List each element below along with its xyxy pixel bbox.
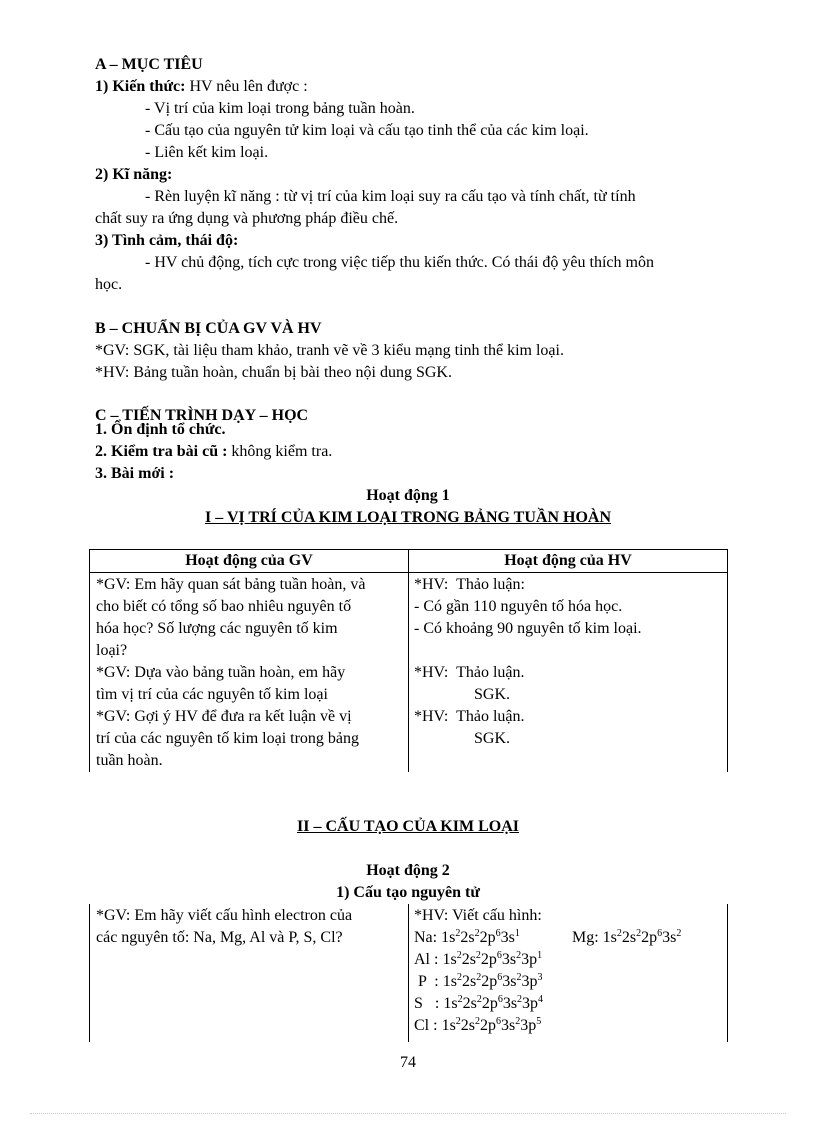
table-border [727,904,728,1042]
gv-text: *GV: Gợi ý HV để đưa ra kết luận về vị [96,708,352,725]
gv-text: hóa học? Số lượng các nguyên tố kim [96,620,338,637]
gv-text: *GV: Em hãy quan sát bảng tuần hoàn, và [96,576,366,593]
attitude-text-cont: học. [95,276,123,293]
hv-text: *HV: Viết cấu hình: [414,907,542,924]
skills-text: - Rèn luyện kĩ năng : từ vị trí của kim loại suy ra cấu tạo và tính chất, từ tính [145,188,636,205]
activity-1-subtitle: I – VỊ TRÍ CỦA KIM LOẠI TRONG BẢNG TUẦN HOÀN [205,509,611,526]
table-divider [408,549,409,772]
config-mg: Mg: $1s^22s^22p^63s^2$ [572,928,682,946]
config-na: Na: $1s^22s^22p^63s^1$ [414,928,520,946]
config-p: P : $1s^22s^22p^63s^23p^3$ [414,972,543,990]
section-b-heading: B – CHUẨN BỊ CỦA GV VÀ HV [95,320,322,337]
gv-text: trí của các nguyên tố kim loại trong bảng [96,730,360,747]
hv-text: *HV: Thảo luận: [414,576,525,593]
gv-text: tuần hoàn. [96,752,163,769]
config-al: Al : $1s^22s^22p^63s^23p^1$ [414,950,543,968]
step-2-value: không kiểm tra. [227,443,333,460]
section-ii-heading: II – CẤU TẠO CỦA KIM LOẠI [297,818,519,835]
knowledge-item: - Vị trí của kim loại trong bảng tuần hoàn. [145,100,415,117]
hv-text: *HV: Thảo luận. [414,664,525,681]
col-header-hv: Hoạt động của HV [504,552,632,569]
section-c-heading: C – TIẾN TRÌNH DẠY – HỌC [95,407,309,424]
gv-text: các nguyên tố: Na, Mg, Al và P, S, Cl? [96,929,343,946]
activity-2-title: Hoạt động 2 [366,862,450,879]
skills-text-cont: chất suy ra ứng dụng và phương pháp điều chế. [95,210,399,227]
hv-text: SGK. [474,730,511,747]
page-number: 74 [400,1054,416,1071]
col-header-gv: Hoạt động của GV [185,552,313,569]
gv-text: cho biết có tổng số bao nhiêu nguyên tố [96,598,352,615]
config-cl: Cl : $1s^22s^22p^63s^23p^5$ [414,1016,542,1034]
activity-2-subtitle: 1) Cấu tạo nguyên tử [336,884,480,901]
step-2-label: 2. Kiểm tra bài cũ : [95,443,228,460]
attitude-label: 3) Tình cảm, thái độ: [95,232,239,249]
activity-1-title: Hoạt động 1 [366,487,450,504]
step-1: 1. Ổn định tổ chức. [95,421,226,438]
config-s: S : $1s^22s^22p^63s^23p^4$ [414,994,544,1012]
skills-label: 2) Kĩ năng: [95,166,173,183]
prep-hv: *HV: Bảng tuần hoàn, chuẩn bị bài theo nội dung SGK. [95,364,452,381]
section-a-heading: A – MỤC TIÊU [95,56,203,73]
table-border [727,549,728,772]
footer-divider [30,1113,786,1114]
gv-text: tìm vị trí của các nguyên tố kim loại [96,686,328,703]
prep-gv: *GV: SGK, tài liệu tham khảo, tranh vẽ về 3 kiểu mạng tinh thể kim loại. [95,342,564,359]
step-3: 3. Bài mới : [95,465,175,482]
gv-text: *GV: Dựa vào bảng tuần hoàn, em hãy [96,664,346,681]
hv-text: - Có khoảng 90 nguyên tố kim loại. [414,620,642,637]
table-border [89,904,90,1042]
attitude-text: - HV chủ động, tích cực trong việc tiếp thu kiến thức. Có thái độ yêu thích môn [145,254,654,271]
hv-text: *HV: Thảo luận. [414,708,525,725]
table-divider [408,904,409,1042]
step-2 [95,442,332,462]
knowledge-label: 1) Kiến thức: [95,78,186,95]
table-border [89,549,90,772]
knowledge-item: - Liên kết kim loại. [145,144,269,161]
hv-text: SGK. [474,686,511,703]
knowledge-item: - Cấu tạo của nguyên tử kim loại và cấu tạo tinh thể của các kim loại. [145,122,589,139]
gv-text: *GV: Em hãy viết cấu hình electron của [96,907,353,924]
hv-text: - Có gần 110 nguyên tố hóa học. [414,598,623,615]
knowledge-intro: HV nêu lên được : [185,78,308,95]
knowledge-line [95,77,308,97]
gv-text: loại? [96,642,128,659]
